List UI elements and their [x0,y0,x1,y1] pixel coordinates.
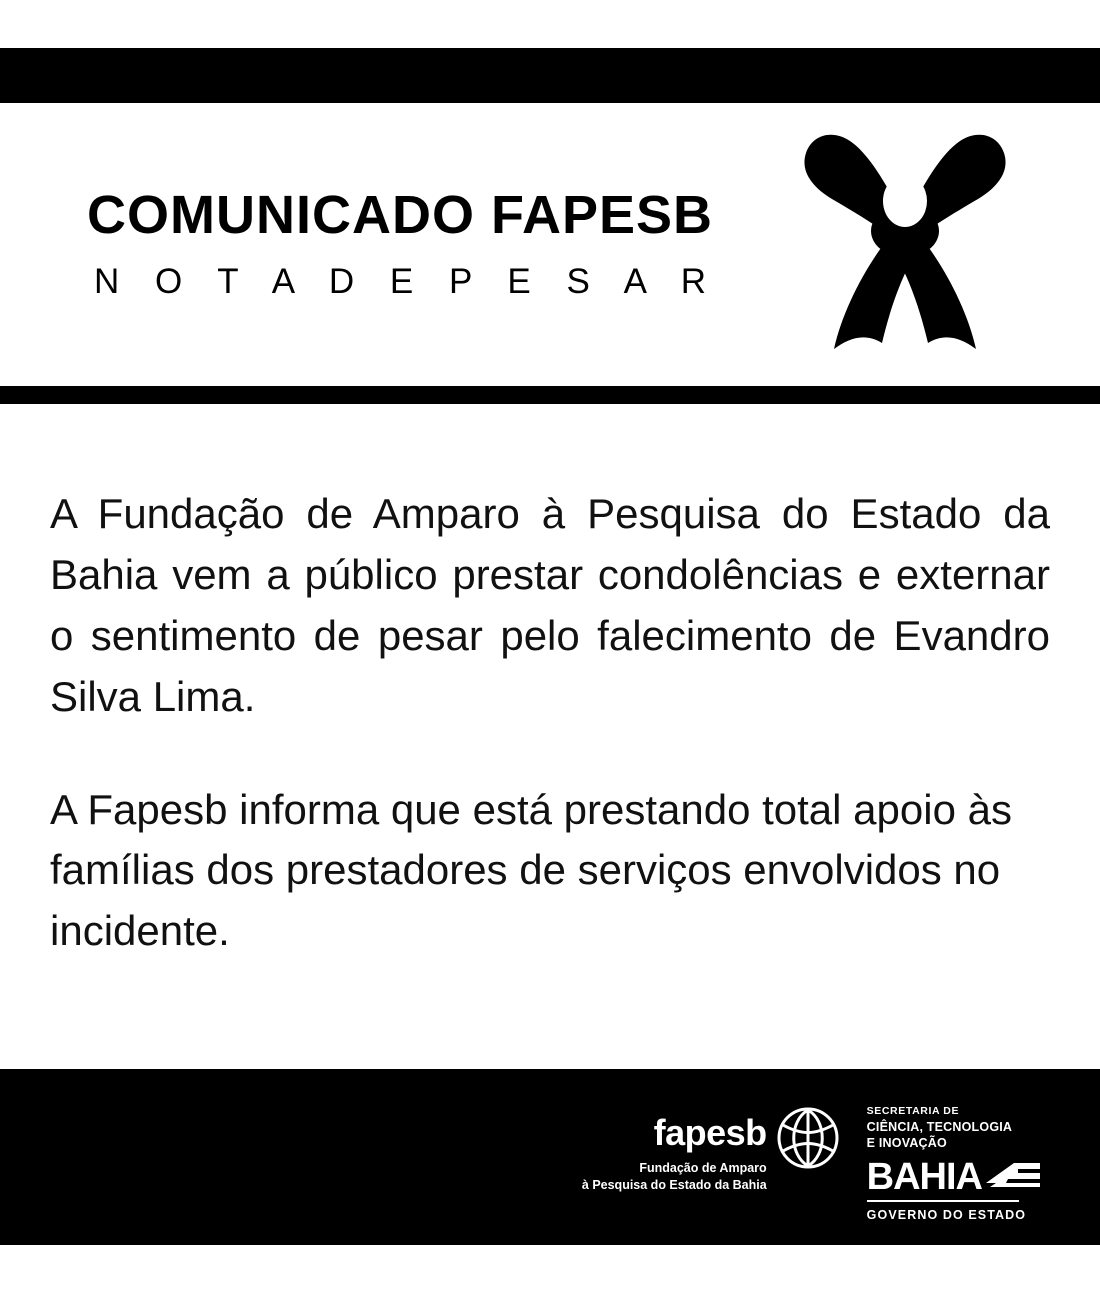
bahia-flag-icon [984,1157,1042,1196]
footer-band [0,1069,1100,1245]
bahia-divider-rule [867,1200,1019,1202]
divider-black-bar [0,386,1100,404]
bahia-government-logo [867,1101,1042,1222]
fapesb-tagline-line-2: à Pesquisa do Estado da Bahia [581,1177,767,1192]
mourning-ribbon-icon [790,123,1020,363]
notice-paragraph-2: A Fapesb informa que está prestando total apoio às famílias dos prestadores de serviços envolvidos no incidente. [50,785,1012,955]
bahia-wordmark-row [867,1157,1042,1196]
fapesb-woven-mark-icon [777,1107,839,1169]
secretaria-line-1: SECRETARIA DE [866,1105,960,1117]
page-subtitle: N O T A D E P E S A R [93,261,720,301]
notice-paragraph-1: A Fundação de Amparo à Pesquisa do Estado da Bahia vem a público prestar condolências e externar o sentimento de pesar pelo falecimento de Evandro Silva Lima. [50,490,1050,720]
fapesb-wordmark: fapesb [653,1112,767,1153]
bahia-wordmark: BAHIA [866,1155,982,1198]
fapesb-tagline [582,1160,767,1194]
secretaria-line-2: CIÊNCIA, TECNOLOGIA [866,1119,1013,1134]
fapesb-logo-text [582,1101,767,1194]
fapesb-tagline-line-1: Fundação de Amparo [639,1161,767,1175]
secretaria-line-3: E INOVAÇÃO [866,1135,947,1150]
notice-header [0,103,1100,386]
notice-body [0,404,1100,1069]
fapesb-logo [582,1101,839,1194]
top-black-bar [0,48,1100,103]
footer-logo-group [582,1101,1042,1222]
header-text-group [0,103,800,386]
bahia-subline: GOVERNO DO ESTADO [866,1208,1027,1223]
page-title: COMUNICADO FAPESB [86,185,714,246]
